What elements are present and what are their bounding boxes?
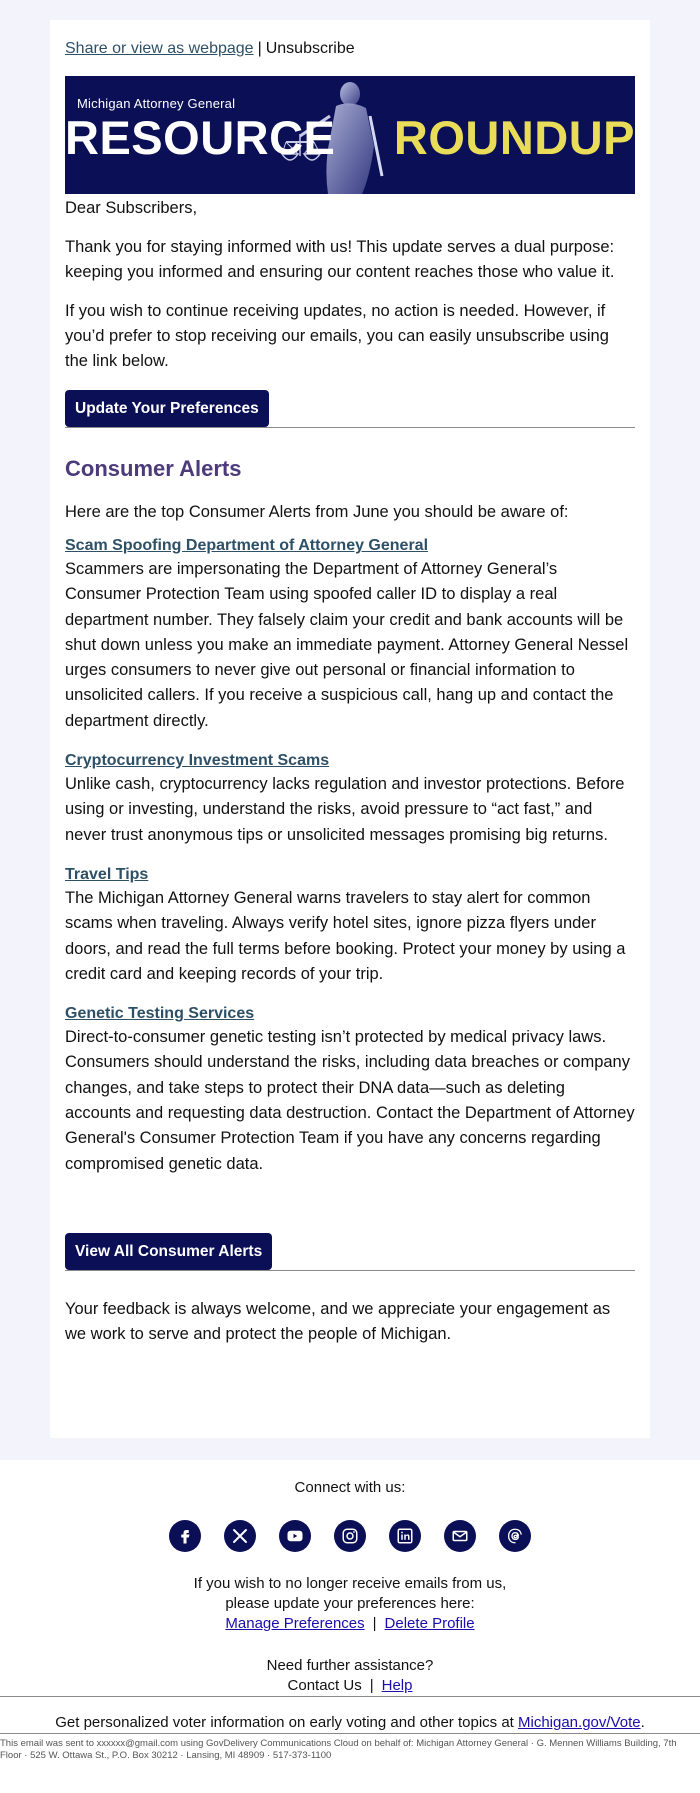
alert-item xyxy=(65,535,635,734)
link-separator: | xyxy=(372,1615,377,1632)
assistance-info xyxy=(0,1656,700,1696)
top-links-separator: | xyxy=(257,40,262,57)
preference-links xyxy=(0,1614,700,1634)
banner-word-resource: RESOURCE xyxy=(65,111,336,164)
instagram-icon[interactable] xyxy=(334,1520,366,1552)
banner-subtitle: Michigan Attorney General xyxy=(77,96,236,111)
alert-title-link[interactable]: Cryptocurrency Investment Scams xyxy=(65,752,330,770)
intro-paragraph-2: If you wish to continue receiving updates, no action is needed. However, if you’d prefer to stop receiving our emails, you can easily unsubscribe using the link below. xyxy=(65,302,609,370)
unsub-line-1: If you wish to no longer receive emails from us, xyxy=(193,1575,507,1592)
facebook-icon[interactable] xyxy=(169,1520,201,1552)
alert-description: The Michigan Attorney General warns travelers to stay alert for common scams when traveling. Always verify hotel sites, ignore pizza flyers under doors, and read the full terms before booking. Protect your money by using a credit card and keeping records of your trip. xyxy=(65,888,626,983)
voter-info xyxy=(0,1713,700,1733)
alert-title-link[interactable]: Genetic Testing Services xyxy=(65,1005,255,1023)
alert-title-link[interactable]: Travel Tips xyxy=(65,865,149,883)
unsubscribe-info xyxy=(0,1574,700,1634)
contact-us-link[interactable]: Contact Us xyxy=(287,1677,362,1694)
email-card xyxy=(50,20,650,1438)
assist-label: Need further assistance? xyxy=(266,1657,434,1674)
divider xyxy=(0,1733,700,1734)
unsub-line-2: please update your preferences here: xyxy=(225,1595,475,1612)
alert-description: Scammers are impersonating the Department of Attorney General’s Consumer Protection Team using spoofed caller ID to display a real department number. They falsely claim your credit and bank accounts will be shut down unless you make an immediate payment. Attorney General Nessel urges consumers to never give out personal or financial information to unsolicited callers. If you receive a suspicious call, hang up and contact the department directly. xyxy=(65,560,629,730)
voter-text: Get personalized voter information on early voting and other topics at xyxy=(55,1714,518,1731)
email-icon[interactable] xyxy=(444,1520,476,1552)
consumer-alerts-intro: Here are the top Consumer Alerts from June you should be aware of: xyxy=(65,503,569,521)
alert-item xyxy=(65,1003,635,1177)
x-icon[interactable] xyxy=(224,1520,256,1552)
greeting: Dear Subscribers, xyxy=(65,199,198,217)
linkedin-icon[interactable] xyxy=(389,1520,421,1552)
resource-roundup-banner xyxy=(65,76,635,194)
youtube-icon[interactable] xyxy=(279,1520,311,1552)
alert-title-link[interactable]: Scam Spoofing Department of Attorney General xyxy=(65,537,429,554)
divider xyxy=(65,427,635,428)
feedback-paragraph: Your feedback is always welcome, and we appreciate your engagement as we work to serve and protect the people of Michigan. xyxy=(65,1299,611,1343)
intro-paragraph-1: Thank you for staying informed with us! This update serves a dual purpose: keeping you informed and ensuring our content reaches those who value it. xyxy=(65,238,615,281)
unsubscribe-link[interactable]: Unsubscribe xyxy=(265,40,355,57)
voter-period: . xyxy=(640,1714,645,1731)
divider xyxy=(0,1696,700,1697)
alert-item xyxy=(65,750,635,848)
manage-preferences-link[interactable]: Manage Preferences xyxy=(225,1615,365,1632)
legal-disclaimer: This email was sent to xxxxxx@gmail.com using GovDelivery Communications Cloud on behalf of: Michigan Attorney General · G. Mennen Williams Building, 7th Floor · 525 W. Ottawa St., P.O. Box 30212 · Lansing, MI 48909 · 517-373-1100 xyxy=(0,1738,677,1761)
link-separator: | xyxy=(369,1677,374,1694)
alert-description: Direct-to-consumer genetic testing isn’t protected by medical privacy laws. Consumers should understand the risks, including data breaches or company changes, and take steps to protect their DNA data—such as deleting accounts and requesting data destruction. Contact the Department of Attorney General's Consumer Protection Team if you have any concerns regarding compromised genetic data. xyxy=(65,1028,635,1173)
delete-profile-link[interactable]: Delete Profile xyxy=(384,1615,475,1632)
help-link[interactable]: Help xyxy=(381,1677,413,1694)
update-preferences-button[interactable]: Update Your Preferences xyxy=(65,390,269,427)
view-all-alerts-button[interactable]: View All Consumer Alerts xyxy=(65,1233,272,1270)
alert-item xyxy=(65,864,635,987)
banner-word-roundup: ROUNDUP xyxy=(393,111,635,164)
connect-label: Connect with us: xyxy=(294,1479,406,1496)
divider xyxy=(65,1270,635,1271)
social-icons xyxy=(0,1520,700,1552)
top-links xyxy=(65,38,635,60)
consumer-alerts-heading: Consumer Alerts xyxy=(65,456,242,481)
voter-link[interactable]: Michigan.gov/Vote xyxy=(518,1714,641,1731)
alert-description: Unlike cash, cryptocurrency lacks regulation and investor protections. Before using or investing, understand the risks, avoid pressure to “act fast,” and never trust anonymous tips or unsolicited messages promising big returns. xyxy=(65,775,625,844)
share-webpage-link[interactable]: Share or view as webpage xyxy=(65,40,254,57)
assist-links xyxy=(0,1676,700,1696)
threads-icon[interactable] xyxy=(499,1520,531,1552)
footer xyxy=(0,1478,700,1762)
